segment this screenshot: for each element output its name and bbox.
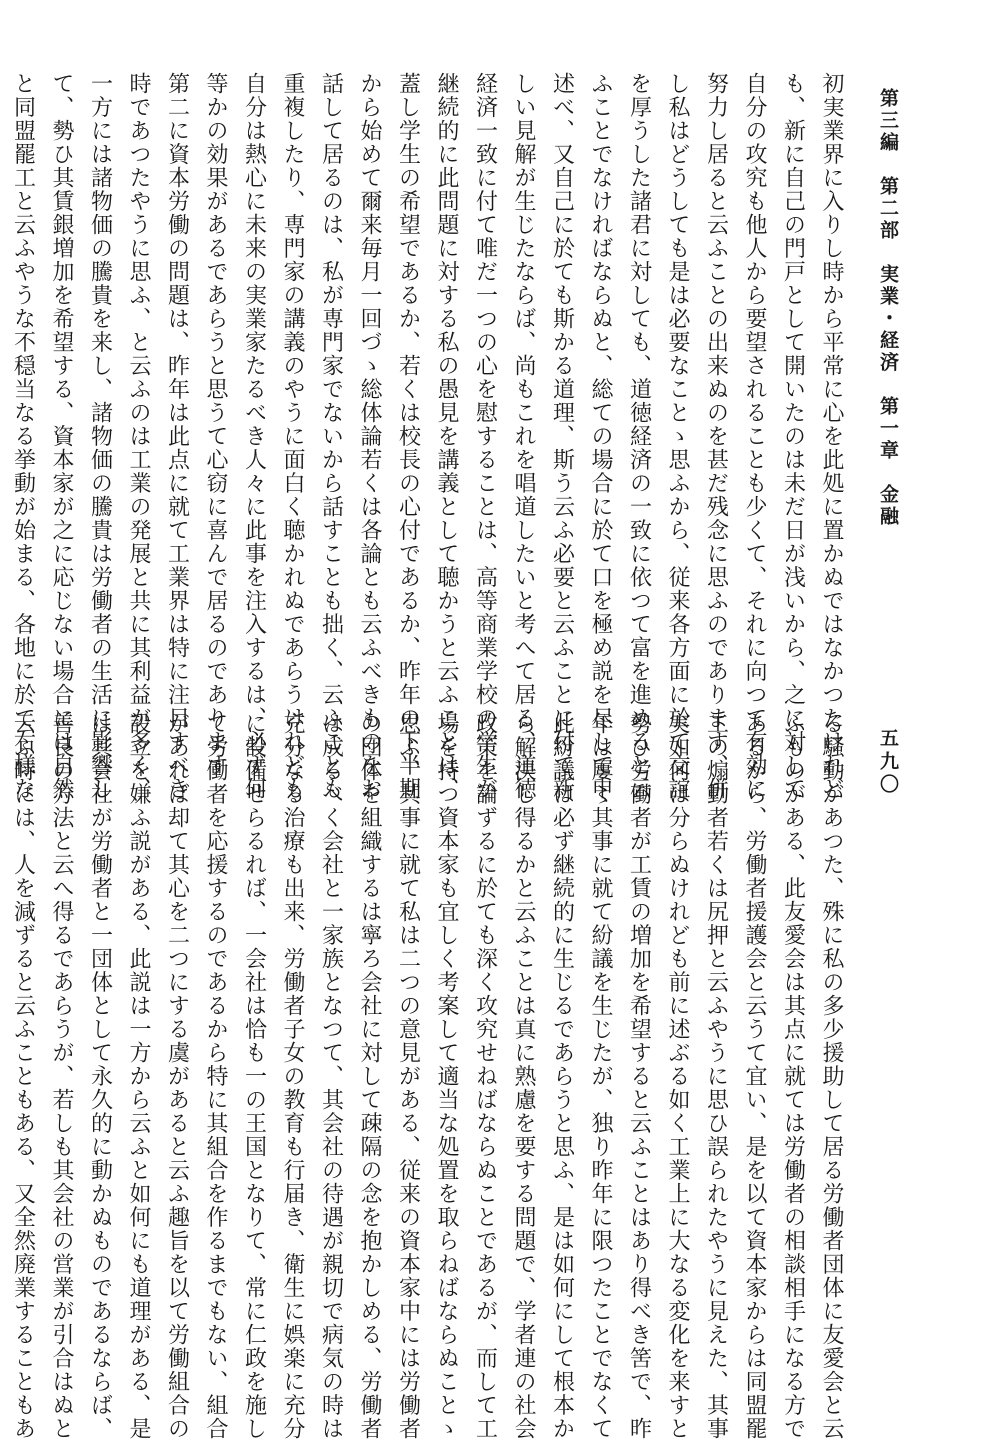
text-column: 経済一致に付て唯だ一つの心を慰することは、高等商業学校の学生が	[472, 72, 498, 801]
text-column: 一方には諸物価の騰貴を来し、諸物価の騰貴は労働者の生活に影響し	[87, 72, 113, 801]
text-column: があれば却て其心を二つにする虞があると云ふ趣旨を以て労働組合の	[164, 712, 190, 1441]
text-column: 述べ、又自己に於ても斯かる道理、斯う云ふ必要と云ふことに付て新	[549, 72, 575, 801]
text-column: しい見解が生じたならば、尚もこれを唱道したいと考へて居る、道徳	[511, 72, 536, 801]
text-column: 時であつたやうに思ふ、と云ふのは工業の発展と共に其利益が多く、	[126, 72, 151, 801]
text-column: 初実業界に入りし時から平常に心を此処に置かぬではなかつたけれど	[819, 72, 844, 801]
text-column: も、新に自己の門戸として開いたのは未だ日が浅いから、之に対して	[780, 72, 806, 801]
text-column: に設備せらるれば、一会社は恰も一の王国となりて、常に仁政を施し	[241, 712, 267, 1441]
text-column: ら解決し得るかと云ふことは真に熟慮を要する問題で、学者連の社会	[511, 712, 536, 1441]
text-column: ふことでなければならぬと、総ての場合に於て口を極め説を尽して申	[588, 72, 613, 801]
text-column: て労働者を応援するのであるから特に其組合を作るまでもない、組合	[203, 712, 228, 1441]
text-column: 自分の攻究も他人から要望されることも少くて、それに向つて有効に	[742, 72, 767, 801]
text-column: 自分は熱心に未来の実業家たるべき人々に此事を注入するは、必ず何	[241, 72, 267, 801]
text-column: 話して居るのは、私が専門家でないから話すことも拙く、云ふことも	[318, 72, 344, 801]
text-column: る騒動があつた、殊に私の多少援助して居る労働者団体に友愛会と云	[819, 712, 844, 1441]
text-column: あるから、労働者援護会と云うて宜い、是を以て資本家からは同盟罷	[742, 712, 767, 1441]
text-column: し私はどうしても是は必要なことゝ思ふから、従来各方面に於て交誼	[665, 72, 690, 801]
text-column: 等かの効果があるであらうと思うて心窃に喜んで居るのであります	[203, 72, 228, 777]
text-column: は其会社が労働者と一団体として永久的に動かぬものであるならば、	[87, 712, 113, 1441]
text-column: 重複したり、専門家の講義のやうに面白く聴かれぬであらうけれども	[280, 72, 305, 801]
text-column: 充分なる治療も出来、労働者子女の教育も行届き、衛生に娯楽に充分	[280, 712, 305, 1441]
text-column: は成るべく会社と一家族となつて、其会社の待遇が親切で病気の時は	[318, 712, 344, 1441]
text-column: と同盟罷工と云ふやうな不穏当なる挙動が始まる、各地に於て右様な	[10, 72, 36, 801]
body-text-lower-tier	[10, 712, 850, 1441]
text-column: 努力し居ると云ふことの出来ぬのを甚だ残念に思ふのであります、併	[703, 72, 729, 801]
text-column: 実如何は分らぬけれども前に述ぶる如く工業上に大なる変化を来すと	[665, 712, 690, 1441]
page-number: 五九〇	[877, 728, 899, 797]
text-column: 年は屢〻其事に就て紛議を生じたが、独り昨年に限つたことでなくて	[588, 712, 613, 1441]
running-head: 第三編 第二部 実業・経済 第一章 金融	[877, 88, 899, 528]
text-column: 此紛議は必ず継続的に生じるであらうと思ふ、是は如何にして根本か	[549, 712, 575, 1441]
text-column: 継続的に此問題に対する私の愚見を講義として聴かうと云ふことは、	[434, 72, 459, 801]
text-column: の団体を組織するは寧ろ会社に対して疎隔の念を抱かしめる、労働者	[357, 712, 382, 1441]
text-column: 第二に資本労働の問題は、昨年は此点に就て工業界は特に注目すべき	[164, 72, 190, 801]
text-column: 云ふ時には、人を減ずると云ふこともある、又全然廃業することもあ	[10, 712, 36, 1441]
text-column: 蓋し学生の希望であるか、若くは校長の心付であるか、昨年の下半期	[395, 72, 421, 801]
text-column: 工の煽動者若くは尻押と云ふやうに思ひ誤られたやうに見えた、其事	[703, 712, 729, 1441]
text-column: 善良の方法と云へ得るであらうが、若しも其会社の営業が引合はぬと	[49, 712, 74, 1441]
text-column: ふものがある、此友愛会は其点に就ては労働者の相談相手になる方で	[780, 712, 806, 1441]
text-column: て、勢ひ其賃銀増加を希望する、資本家が之に応じない場合には自然	[49, 72, 74, 801]
body-text-upper-tier	[10, 72, 850, 801]
text-column: を厚うした諸君に対しても、道徳経済の一致に依つて富を進めると云	[626, 72, 652, 801]
text-column: 政策を論ずるに於ても深く攻究せねばならぬことであるが、而して工	[472, 712, 498, 1441]
text-column: 場を持つ資本家も宜しく考案して適当な処置を取らねばならぬことゝ	[434, 712, 459, 1441]
text-column: から始めて爾来毎月一回づゝ総体論若くは各論とも云ふべきものをお	[357, 72, 382, 801]
text-column: 勢ひ労働者が工賃の増加を希望すると云ふことはあり得べき筈で、昨	[626, 712, 652, 1441]
text-column: 設立を嫌ふ説がある、此説は一方から云ふと如何にも道理がある、是	[126, 712, 151, 1441]
text-column: 思ふ、其事に就て私は二つの意見がある、従来の資本家中には労働者	[395, 712, 421, 1441]
